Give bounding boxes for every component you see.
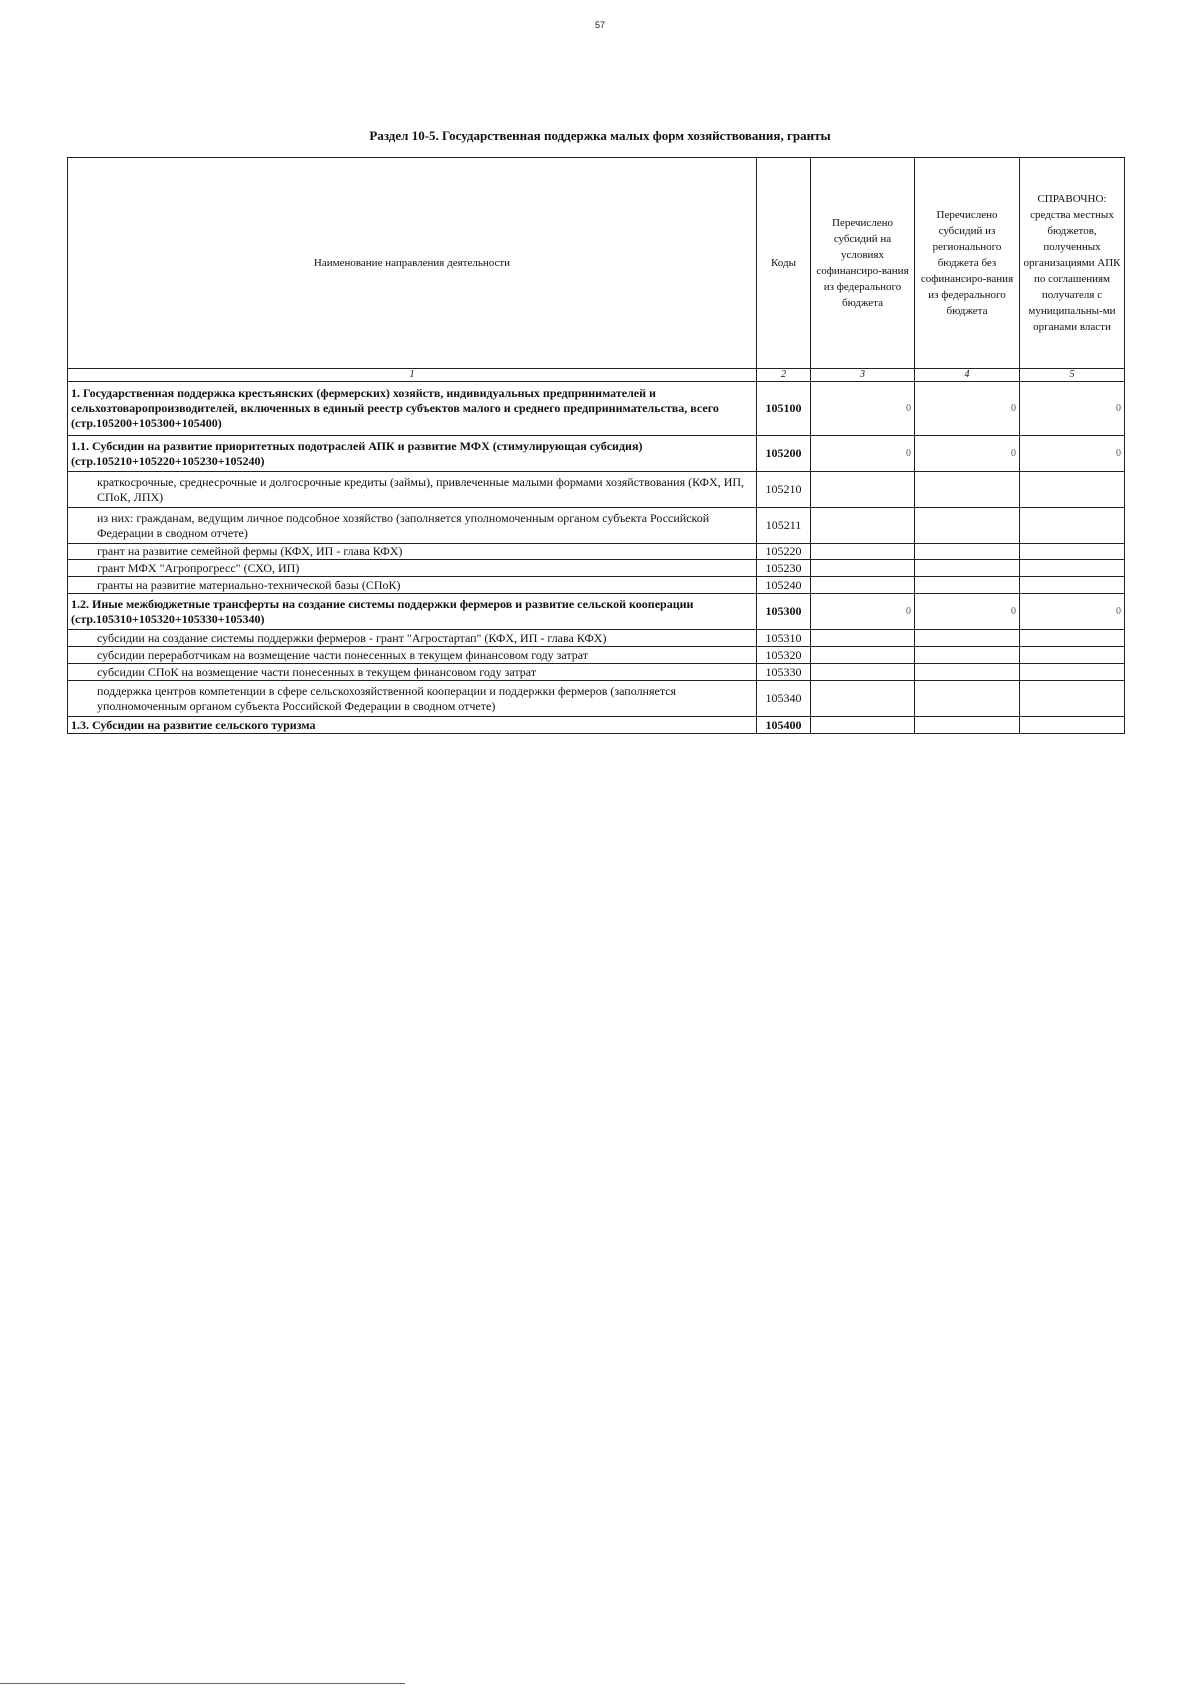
column-number: 2 [757,369,811,382]
row-value-col4 [915,560,1020,577]
header-name: Наименование направления деятельности [68,158,757,369]
row-value-col3 [811,560,915,577]
row-value-col5 [1020,577,1125,594]
row-value-col4 [915,472,1020,508]
row-value-col4 [915,630,1020,647]
row-code: 105210 [757,472,811,508]
row-name: субсидии переработчикам на возмещение части понесенных в текущем финансовом году затрат [68,647,757,664]
table-row [68,436,1125,472]
row-name: 1.2. Иные межбюджетные трансферты на создание системы поддержки фермеров и развитие сельской кооперации (стр.105310+105320+105330+105340) [68,594,757,630]
row-name: из них: гражданам, ведущим личное подсобное хозяйство (заполняется уполномоченным органом субъекта Российской Федерации в сводном отчете) [68,508,757,544]
section-title: Раздел 10-5. Государственная поддержка малых форм хозяйствования, гранты [369,128,831,143]
row-code: 105320 [757,647,811,664]
row-code: 105230 [757,560,811,577]
row-code: 105240 [757,577,811,594]
row-code: 105220 [757,544,811,560]
row-value-col3 [811,630,915,647]
row-value-col3: 0 [811,594,915,630]
row-value-col4 [915,717,1020,734]
row-code: 105340 [757,681,811,717]
row-value-col3 [811,681,915,717]
row-code: 105100 [757,382,811,436]
row-value-col3 [811,544,915,560]
row-value-col4: 0 [915,382,1020,436]
row-code: 105330 [757,664,811,681]
footer-divider [0,1683,405,1684]
row-name: 1. Государственная поддержка крестьянских (фермерских) хозяйств, индивидуальных предпринимателей и сельхозтоваропроизводителей, включенных в единый реестр субъектов малого и среднего предпринимательства, всего (стр.105200+105300+105400) [68,382,757,436]
column-number: 5 [1020,369,1125,382]
row-code: 105211 [757,508,811,544]
row-value-col4: 0 [915,436,1020,472]
row-value-col4 [915,508,1020,544]
header-federal-cofinancing: Перечислено субсидий на условиях софинансиро-вания из федерального бюджета [811,158,915,369]
row-value-col5 [1020,544,1125,560]
table-row [68,594,1125,630]
row-code: 105400 [757,717,811,734]
row-value-col5 [1020,717,1125,734]
row-value-col4 [915,577,1020,594]
row-value-col4: 0 [915,594,1020,630]
row-name: грант на развитие семейной фермы (КФХ, ИП - глава КФХ) [68,544,757,560]
row-name: 1.3. Субсидии на развитие сельского туризма [68,717,757,734]
row-name: 1.1. Субсидии на развитие приоритетных подотраслей АПК и развитие МФХ (стимулирующая субсидия) (стр.105210+105220+105230+105240) [68,436,757,472]
row-value-col3 [811,664,915,681]
column-number: 4 [915,369,1020,382]
row-value-col3 [811,577,915,594]
row-name: грант МФХ "Агропрогресс" (СХО, ИП) [68,560,757,577]
header-regional-budget: Перечислено субсидий из регионального бюджета без софинансиро-вания из федерального бюджета [915,158,1020,369]
row-value-col5: 0 [1020,436,1125,472]
row-value-col3 [811,717,915,734]
table-row [68,544,1125,560]
table-row [68,647,1125,664]
row-value-col5 [1020,647,1125,664]
table-row [68,664,1125,681]
row-value-col3 [811,508,915,544]
column-number: 3 [811,369,915,382]
table-row [68,717,1125,734]
row-code: 105200 [757,436,811,472]
row-value-col4 [915,647,1020,664]
row-value-col3 [811,472,915,508]
row-value-col4 [915,681,1020,717]
row-name: поддержка центров компетенции в сфере сельскохозяйственной кооперации и поддержки фермеров (заполняется уполномоченным органом субъекта Российской Федерации в сводном отчете) [68,681,757,717]
row-name: краткосрочные, среднесрочные и долгосрочные кредиты (займы), привлеченные малыми формами хозяйствования (КФХ, ИП, СПоК, ЛПХ) [68,472,757,508]
report-table [67,157,1125,734]
row-value-col3: 0 [811,436,915,472]
header-row [68,158,1125,369]
row-name: субсидии СПоК на возмещение части понесенных в текущем финансовом году затрат [68,664,757,681]
page-number: 57 [594,20,605,30]
row-name: гранты на развитие материально-технической базы (СПоК) [68,577,757,594]
header-codes: Коды [757,158,811,369]
row-name: субсидии на создание системы поддержки фермеров - грант "Агростартап" (КФХ, ИП - глава КФХ) [68,630,757,647]
column-number-row [68,369,1125,382]
row-value-col4 [915,544,1020,560]
row-value-col4 [915,664,1020,681]
table-row [68,681,1125,717]
table-row [68,508,1125,544]
table-row [68,560,1125,577]
table-row [68,577,1125,594]
row-value-col3: 0 [811,382,915,436]
row-value-col3 [811,647,915,664]
header-local-budgets-reference: СПРАВОЧНО: средства местных бюджетов, полученных организациями АПК по соглашениям получателя с муниципальны-ми органами власти [1020,158,1125,369]
table-row [68,472,1125,508]
row-value-col5 [1020,560,1125,577]
row-value-col5 [1020,681,1125,717]
row-value-col5: 0 [1020,594,1125,630]
row-value-col5 [1020,472,1125,508]
column-number: 1 [68,369,757,382]
row-value-col5: 0 [1020,382,1125,436]
table-row [68,382,1125,436]
row-value-col5 [1020,630,1125,647]
row-value-col5 [1020,508,1125,544]
row-code: 105310 [757,630,811,647]
row-value-col5 [1020,664,1125,681]
row-code: 105300 [757,594,811,630]
table-row [68,630,1125,647]
